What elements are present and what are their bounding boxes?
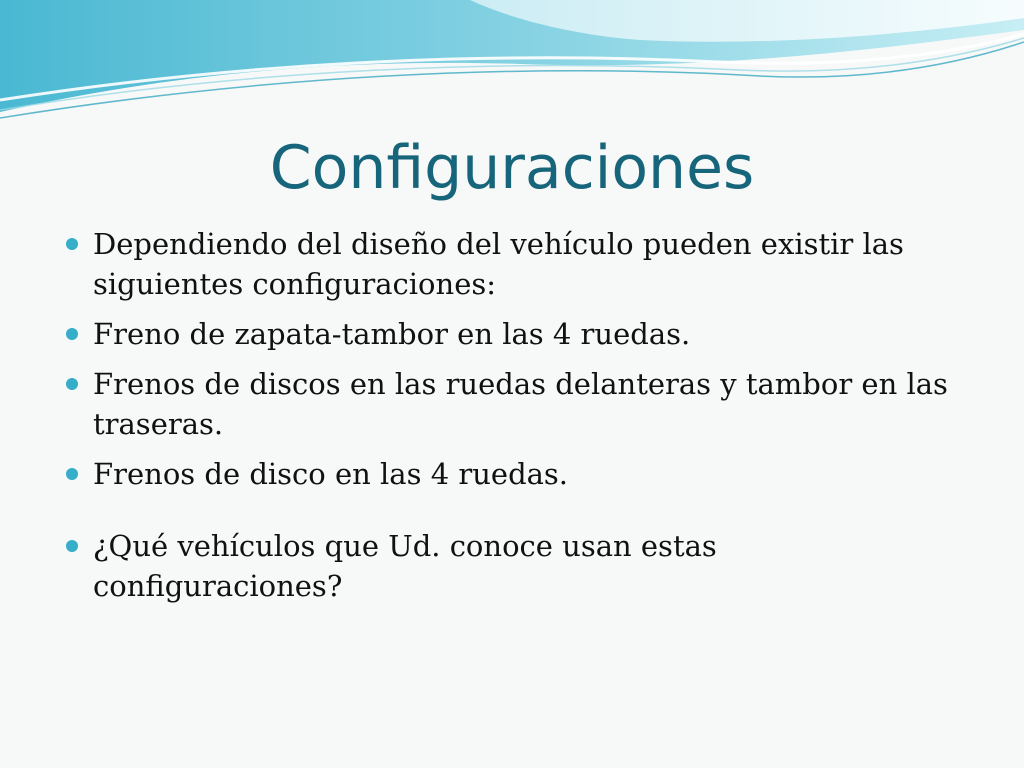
- wave-header-decoration: [0, 0, 1024, 130]
- bullet-item: [66, 314, 966, 354]
- slide-title: Configuraciones: [269, 133, 755, 203]
- bullet-dot-icon: [66, 238, 78, 250]
- bullet-item: [66, 454, 966, 494]
- bullet-text: Freno de zapata-tambor en las 4 ruedas.: [93, 317, 691, 351]
- bullet-dot-icon: [66, 468, 78, 480]
- bullet-text: Frenos de disco en las 4 ruedas.: [93, 457, 569, 491]
- bullet-text: Dependiendo del diseño del vehículo pueden existir las siguientes configuraciones:: [93, 227, 904, 301]
- bullet-dot-icon: [66, 378, 78, 390]
- bullet-list: [66, 224, 966, 616]
- bullet-text: ¿Qué vehículos que Ud. conoce usan estas configuraciones?: [93, 529, 717, 603]
- bullet-dot-icon: [66, 328, 78, 340]
- bullet-item: [66, 364, 966, 444]
- bullet-text: Frenos de discos en las ruedas delanteras y tambor en las traseras.: [93, 367, 948, 441]
- bullet-item: [66, 526, 966, 606]
- bullet-dot-icon: [66, 540, 78, 552]
- bullet-item: [66, 224, 966, 304]
